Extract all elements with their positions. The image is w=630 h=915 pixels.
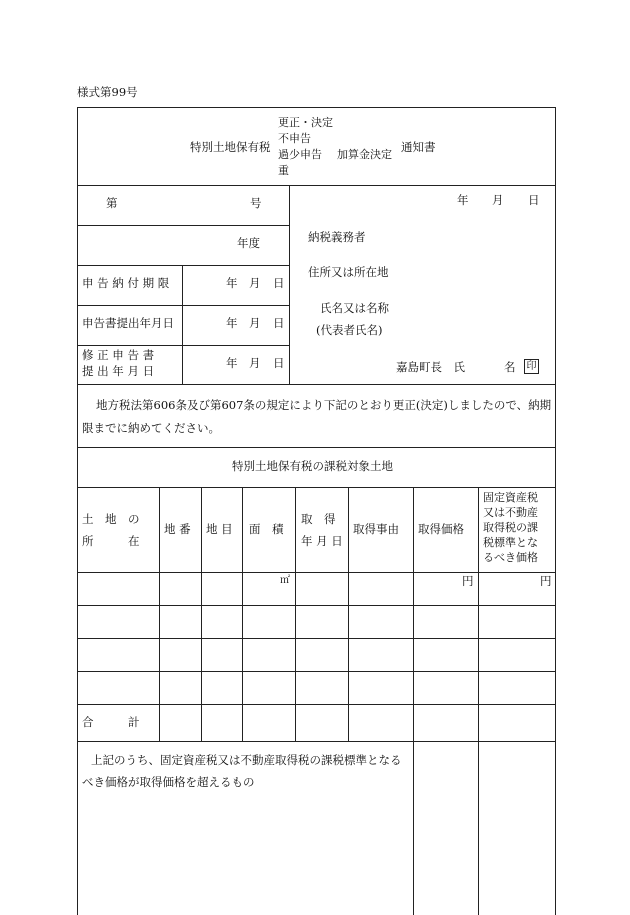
return-date-day: 日: [273, 316, 285, 330]
notice-year: 年: [457, 193, 469, 207]
header-assessed-5: るべき価格: [483, 551, 538, 564]
mayor-label: 嘉島町長 氏: [396, 360, 465, 374]
header-location-b: 所 在: [82, 534, 140, 548]
filing-deadline-day: 日: [273, 276, 285, 290]
title-option-3: 過少申告: [278, 148, 322, 161]
notice-text-2: 限までに納めてください。: [82, 421, 220, 435]
title-penalty: 加算金決定: [337, 148, 392, 161]
header-assessed-2: 又は不動産: [483, 506, 538, 519]
number-suffix: 号: [250, 196, 262, 210]
unit-price: 円: [462, 574, 474, 588]
return-date-label: 申告書提出年月日: [82, 316, 174, 330]
return-date-year: 年: [226, 316, 238, 330]
notice-day: 日: [528, 193, 540, 207]
return-date-month: 月: [249, 316, 261, 330]
amended-month: 月: [249, 356, 261, 370]
unit-assessed: 円: [540, 574, 552, 588]
title-left: 特別土地保有税: [190, 140, 271, 154]
representative-label: (代表者氏名): [316, 323, 383, 337]
amended-day: 日: [273, 356, 285, 370]
footer-text-2: べき価格が取得価格を超えるもの: [82, 775, 255, 789]
fiscal-year: 年度: [237, 236, 260, 250]
notice-text-1: 地方税法第606条及び第607条の規定により下記のとおり更正(決定)しましたので、納期: [96, 398, 552, 412]
amended-label-2: 提 出 年 月 日: [82, 364, 155, 378]
total-label: 合 計: [82, 715, 140, 729]
header-area: 面 積: [249, 522, 284, 536]
form-number: 様式第99号: [77, 85, 138, 99]
title-option-4: 重: [278, 164, 289, 177]
amended-year: 年: [226, 356, 238, 370]
seal-box: 印: [524, 359, 539, 374]
header-location-a: 土 地 の: [82, 512, 140, 526]
filing-deadline-year: 年: [226, 276, 238, 290]
unit-area: ㎡: [280, 575, 290, 586]
header-assessed-3: 取得税の課: [483, 521, 538, 534]
name-label: 氏名又は名称: [320, 301, 389, 315]
address-label: 住所又は所在地: [308, 265, 389, 279]
header-assessed-4: 税標準とな: [483, 536, 538, 549]
mayor-name: 名: [504, 360, 516, 374]
header-reason: 取得事由: [353, 522, 399, 536]
header-price: 取得価格: [418, 522, 464, 536]
section-title: 特別土地保有税の課税対象土地: [232, 459, 393, 473]
footer-text-1: 上記のうち、固定資産税又は不動産取得税の課税標準となる: [91, 753, 402, 767]
notice-month: 月: [492, 193, 504, 207]
header-acquired-b: 年 月 日: [301, 534, 343, 548]
title-option-2: 不申告: [278, 132, 311, 145]
header-category: 地 目: [206, 522, 233, 536]
title-right: 通知書: [401, 140, 436, 154]
filing-deadline-month: 月: [249, 276, 261, 290]
filing-deadline-label: 申 告 納 付 期 限: [82, 276, 170, 290]
title-option-1: 更正・決定: [278, 116, 333, 129]
number-prefix: 第: [106, 196, 118, 210]
amended-label-1: 修 正 申 告 書: [82, 348, 155, 362]
taxpayer-label: 納税義務者: [308, 230, 366, 244]
header-lot: 地 番: [164, 522, 191, 536]
header-acquired-a: 取 得: [301, 512, 336, 526]
header-assessed-1: 固定資産税: [483, 491, 538, 504]
